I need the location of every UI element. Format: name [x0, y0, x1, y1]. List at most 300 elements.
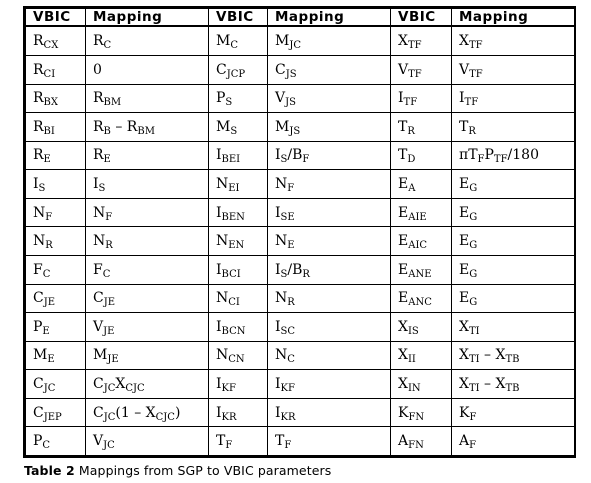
symbol-text: C: [275, 61, 286, 78]
vbic-param-cell: [26, 84, 86, 113]
mapping-cell: [268, 198, 391, 227]
table-row: [26, 84, 575, 113]
symbol-text: X: [459, 33, 469, 49]
header-mapping-2: Mapping: [268, 9, 391, 27]
vbic-param-cell: [391, 113, 452, 142]
subscript: FN: [408, 411, 425, 423]
subscript: JE: [107, 354, 119, 366]
subscript: E: [287, 240, 295, 252]
vbic-param-cell: [391, 84, 452, 113]
subscript: IN: [407, 382, 421, 394]
symbol-text: A: [459, 433, 470, 450]
caption-text: Mappings from SGP to VBIC parameters: [74, 463, 332, 478]
mapping-cell: [268, 427, 391, 456]
subscript: BI: [43, 125, 55, 137]
subscript: TF: [403, 97, 418, 109]
subscript: JEP: [43, 411, 62, 423]
symbol-text: P: [33, 433, 43, 450]
table-body: [26, 26, 575, 456]
cell-expression: [33, 118, 55, 137]
mapping-cell: [268, 313, 391, 342]
cell-expression: [398, 147, 416, 166]
vbic-param-cell: [209, 26, 268, 56]
symbol-text: R: [93, 33, 104, 49]
vbic-param-cell: [391, 341, 452, 370]
subscript: BCI: [221, 268, 241, 280]
symbol-text: X: [398, 347, 408, 364]
subscript: ANE: [408, 268, 432, 280]
mapping-cell: [452, 427, 575, 456]
symbol-text: N: [216, 176, 229, 193]
symbol-text: C: [93, 375, 104, 392]
cell-expression: [459, 147, 539, 166]
symbol-text: I: [275, 204, 281, 221]
cell-expression: [93, 204, 113, 223]
cell-expression: [459, 233, 478, 252]
vbic-param-cell: [26, 170, 86, 199]
vbic-param-cell: [26, 56, 86, 85]
mapping-cell: [86, 341, 209, 370]
symbol-text: R: [93, 147, 104, 164]
vbic-param-cell: [26, 26, 86, 56]
mapping-cell: [452, 398, 575, 427]
symbol-text: /180: [507, 147, 539, 164]
symbol-text: E: [459, 261, 470, 278]
mapping-cell: [268, 170, 391, 199]
subscript: R: [302, 268, 310, 280]
subscript: A: [408, 183, 416, 195]
symbol-text: T: [275, 433, 285, 450]
subscript: F: [287, 183, 295, 195]
mapping-cell: [268, 141, 391, 170]
vbic-param-cell: [391, 313, 452, 342]
symbol-text: E: [398, 204, 409, 221]
symbol-text: X: [115, 375, 126, 392]
subscript: TF: [469, 68, 483, 80]
symbol-text: – R: [110, 118, 138, 135]
symbol-text: P: [33, 318, 43, 335]
mapping-cell: [86, 56, 209, 85]
subscript: BEI: [221, 154, 241, 166]
mapping-cell: [268, 341, 391, 370]
subscript: SE: [280, 211, 295, 223]
mapping-cell: [86, 170, 209, 199]
symbol-text: X: [459, 318, 469, 335]
subscript: S: [98, 183, 106, 195]
cell-expression: [275, 261, 310, 280]
mapping-cell: [86, 255, 209, 284]
symbol-text: I: [216, 147, 222, 164]
cell-expression: [398, 404, 425, 423]
mapping-cell: [452, 56, 575, 85]
table-row: [26, 398, 575, 427]
symbol-text: I: [216, 204, 222, 221]
cell-expression: [216, 90, 233, 109]
symbol-text: (1 – X: [115, 404, 156, 421]
subscript: TI: [468, 382, 480, 394]
vbic-param-cell: [26, 113, 86, 142]
symbol-text: K: [398, 404, 409, 421]
cell-expression: [216, 347, 245, 366]
symbol-text: V: [275, 90, 286, 107]
cell-expression: [275, 61, 297, 80]
subscript: TB: [505, 354, 520, 366]
vbic-param-cell: [26, 227, 86, 256]
mapping-cell: [86, 141, 209, 170]
cell-expression: [459, 318, 480, 337]
symbol-text: M: [93, 347, 108, 364]
cell-expression: [398, 347, 416, 366]
symbol-text: V: [459, 61, 470, 78]
cell-expression: [275, 404, 296, 423]
symbol-text: I: [275, 261, 281, 278]
cell-expression: [275, 233, 295, 252]
cell-expression: [216, 433, 233, 452]
mapping-cell: [86, 26, 209, 56]
subscript: R: [468, 125, 476, 137]
mapping-cell: [86, 427, 209, 456]
subscript: S: [280, 154, 288, 166]
cell-expression: [93, 290, 116, 309]
cell-expression: [275, 375, 295, 394]
symbol-text: T: [398, 118, 408, 135]
vbic-param-cell: [209, 56, 268, 85]
subscript: EI: [228, 183, 240, 195]
symbol-text: C: [33, 375, 44, 392]
cell-expression: [216, 147, 241, 166]
subscript: C: [103, 40, 112, 51]
table-row: [26, 113, 575, 142]
cell-expression: [398, 176, 416, 195]
symbol-text: T: [459, 118, 469, 135]
subscript: JC: [289, 40, 302, 51]
subscript: BM: [103, 97, 122, 109]
subscript: C: [287, 354, 295, 366]
cell-expression: [93, 347, 119, 366]
subscript: C: [230, 40, 238, 51]
cell-expression: [216, 233, 245, 252]
symbol-text: R: [93, 90, 104, 107]
symbol-text: N: [275, 233, 288, 250]
mapping-cell: [86, 84, 209, 113]
vbic-param-cell: [209, 313, 268, 342]
cell-expression: [275, 33, 302, 51]
cell-expression: [275, 118, 301, 137]
subscript: JC: [103, 440, 115, 452]
subscript: CI: [43, 68, 56, 80]
symbol-text: 0: [93, 61, 102, 78]
cell-expression: [216, 176, 240, 195]
vbic-param-cell: [391, 398, 452, 427]
subscript: KF: [280, 382, 295, 394]
cell-expression: [33, 33, 59, 51]
vbic-param-cell: [209, 141, 268, 170]
symbol-text: – X: [479, 347, 506, 364]
subscript: CI: [228, 297, 240, 309]
symbol-text: R: [33, 33, 44, 49]
cell-expression: [33, 233, 53, 252]
vbic-param-cell: [26, 255, 86, 284]
symbol-text: R: [93, 118, 104, 135]
cell-expression: [216, 318, 246, 337]
symbol-text: /B: [287, 147, 303, 164]
vbic-param-cell: [26, 341, 86, 370]
cell-expression: [398, 204, 427, 223]
symbol-text: V: [398, 61, 409, 78]
table-row: [26, 170, 575, 199]
table-header-row: [26, 9, 575, 27]
mapping-cell: [268, 398, 391, 427]
mapping-cell: [452, 84, 575, 113]
cell-expression: [93, 118, 155, 137]
symbol-text: F: [33, 261, 43, 278]
subscript: ANC: [408, 297, 432, 309]
subscript: C: [102, 268, 111, 280]
symbol-text: E: [459, 204, 470, 221]
cell-expression: [33, 318, 50, 337]
cell-expression: [216, 118, 238, 137]
cell-expression: [459, 176, 478, 195]
mapping-cell: [452, 284, 575, 313]
cell-expression: [33, 61, 56, 80]
subscript: TF: [408, 68, 422, 80]
subscript: G: [469, 183, 478, 195]
subscript: C: [42, 268, 51, 280]
symbol-text: E: [398, 261, 409, 278]
symbol-text: I: [216, 375, 222, 392]
cell-expression: [275, 347, 295, 366]
subscript: JE: [103, 297, 116, 309]
mapping-cell: [86, 198, 209, 227]
table-row: [26, 227, 575, 256]
vbic-param-cell: [209, 341, 268, 370]
subscript: F: [225, 440, 233, 452]
subscript: E: [43, 154, 51, 166]
mapping-cell: [452, 370, 575, 399]
subscript: TF: [493, 154, 508, 166]
vbic-param-cell: [209, 170, 268, 199]
subscript: TF: [464, 97, 479, 109]
cell-expression: [33, 375, 56, 394]
mapping-cell: [452, 141, 575, 170]
cell-expression: [398, 375, 421, 394]
cell-expression: [93, 90, 122, 109]
mapping-cell: [268, 255, 391, 284]
symbol-text: P: [484, 147, 494, 164]
symbol-text: E: [459, 176, 470, 193]
symbol-text: I: [398, 90, 404, 107]
vbic-param-cell: [26, 427, 86, 456]
subscript: G: [469, 268, 478, 280]
table-row: [26, 198, 575, 227]
symbol-text: πT: [459, 147, 478, 164]
subscript: JC: [43, 382, 56, 394]
table-row: [26, 284, 575, 313]
mapping-cell: [86, 370, 209, 399]
symbol-text: C: [216, 61, 227, 78]
cell-expression: [459, 290, 478, 309]
vbic-mapping-table: [25, 8, 575, 456]
symbol-text: N: [93, 204, 106, 221]
symbol-text: – X: [479, 375, 506, 392]
mapping-cell: [268, 26, 391, 56]
subscript: G: [469, 297, 478, 309]
symbol-text: M: [216, 118, 231, 135]
cell-expression: [33, 404, 62, 423]
mapping-cell: [268, 227, 391, 256]
symbol-text: T: [398, 147, 408, 164]
symbol-text: I: [33, 176, 39, 193]
vbic-param-cell: [391, 227, 452, 256]
parameter-table-frame: [23, 6, 576, 458]
cell-expression: [459, 404, 477, 423]
subscript: S: [38, 183, 46, 195]
subscript: II: [407, 354, 416, 366]
subscript: AIC: [408, 240, 428, 252]
symbol-text: I: [275, 404, 281, 421]
subscript: JE: [43, 297, 56, 309]
mapping-cell: [268, 370, 391, 399]
subscript: TI: [468, 325, 480, 337]
vbic-param-cell: [209, 113, 268, 142]
mapping-cell: [268, 113, 391, 142]
subscript: CN: [228, 354, 245, 366]
cell-expression: [459, 118, 476, 137]
cell-expression: [398, 318, 419, 337]
subscript: TF: [407, 40, 422, 51]
vbic-param-cell: [209, 398, 268, 427]
header-vbic-3: VBIC: [391, 9, 452, 27]
vbic-param-cell: [26, 198, 86, 227]
caption-label: Table 2: [24, 463, 75, 478]
subscript: TB: [505, 382, 520, 394]
symbol-text: E: [398, 176, 409, 193]
vbic-param-cell: [26, 284, 86, 313]
subscript: KR: [280, 411, 296, 423]
symbol-text: I: [275, 318, 281, 335]
symbol-text: N: [93, 233, 106, 250]
header-mapping-3: Mapping: [452, 9, 575, 27]
symbol-text: V: [93, 433, 104, 450]
cell-expression: [93, 318, 115, 337]
subscript: S: [280, 268, 288, 280]
cell-expression: [33, 176, 46, 195]
cell-expression: [398, 290, 432, 309]
symbol-text: R: [33, 61, 44, 78]
symbol-text: K: [459, 404, 470, 421]
cell-expression: [275, 204, 295, 223]
vbic-param-cell: [391, 427, 452, 456]
subscript: R: [105, 240, 113, 252]
symbol-text: V: [93, 318, 104, 335]
cell-expression: [275, 90, 296, 109]
subscript: JCP: [226, 68, 246, 80]
subscript: R: [287, 297, 295, 309]
subscript: TF: [468, 40, 483, 51]
cell-expression: [459, 204, 478, 223]
subscript: JC: [103, 382, 116, 394]
subscript: CJC: [125, 382, 145, 394]
symbol-text: A: [398, 433, 409, 450]
cell-expression: [459, 33, 483, 51]
table-row: [26, 56, 575, 85]
table-row: [26, 370, 575, 399]
subscript: G: [469, 211, 478, 223]
subscript: JE: [103, 325, 115, 337]
subscript: E: [47, 354, 55, 366]
subscript: JC: [103, 411, 116, 423]
vbic-param-cell: [391, 141, 452, 170]
symbol-text: F: [93, 261, 103, 278]
table-row: [26, 141, 575, 170]
symbol-text: X: [398, 318, 408, 335]
vbic-param-cell: [209, 227, 268, 256]
table-row: [26, 341, 575, 370]
cell-expression: [33, 290, 56, 309]
cell-expression: [459, 261, 478, 280]
header-vbic-2: VBIC: [209, 9, 268, 27]
mapping-cell: [86, 227, 209, 256]
vbic-param-cell: [26, 398, 86, 427]
cell-expression: [216, 33, 238, 51]
subscript: C: [42, 440, 51, 452]
table-row: [26, 313, 575, 342]
subscript: E: [103, 154, 111, 166]
cell-expression: [275, 147, 310, 166]
vbic-param-cell: [391, 255, 452, 284]
header-mapping-1: Mapping: [86, 9, 209, 27]
subscript: KR: [221, 411, 237, 423]
mapping-cell: [268, 84, 391, 113]
symbol-text: I: [275, 147, 281, 164]
subscript: SC: [280, 325, 296, 337]
symbol-text: I: [93, 176, 99, 193]
subscript: G: [469, 240, 478, 252]
symbol-text: ): [174, 404, 181, 421]
symbol-text: C: [93, 290, 104, 307]
symbol-text: E: [398, 233, 409, 250]
subscript: F: [105, 211, 113, 223]
cell-expression: [398, 90, 418, 109]
vbic-param-cell: [391, 284, 452, 313]
subscript: BEN: [221, 211, 245, 223]
symbol-text: M: [216, 33, 231, 49]
cell-expression: [275, 318, 296, 337]
vbic-param-cell: [26, 141, 86, 170]
symbol-text: N: [275, 176, 288, 193]
subscript: F: [469, 440, 477, 452]
vbic-param-cell: [209, 427, 268, 456]
vbic-param-cell: [209, 284, 268, 313]
mapping-cell: [268, 56, 391, 85]
subscript: KF: [221, 382, 236, 394]
subscript: EN: [228, 240, 245, 252]
cell-expression: [93, 33, 112, 51]
symbol-text: /B: [287, 261, 303, 278]
mapping-cell: [452, 26, 575, 56]
subscript: BX: [43, 97, 59, 109]
cell-expression: [33, 90, 59, 109]
subscript: S: [225, 97, 233, 109]
mapping-cell: [268, 284, 391, 313]
cell-expression: [216, 290, 240, 309]
symbol-text: N: [33, 233, 46, 250]
subscript: JS: [289, 125, 301, 137]
vbic-param-cell: [209, 370, 268, 399]
mapping-cell: [86, 284, 209, 313]
symbol-text: R: [33, 147, 44, 164]
cell-expression: [33, 204, 53, 223]
